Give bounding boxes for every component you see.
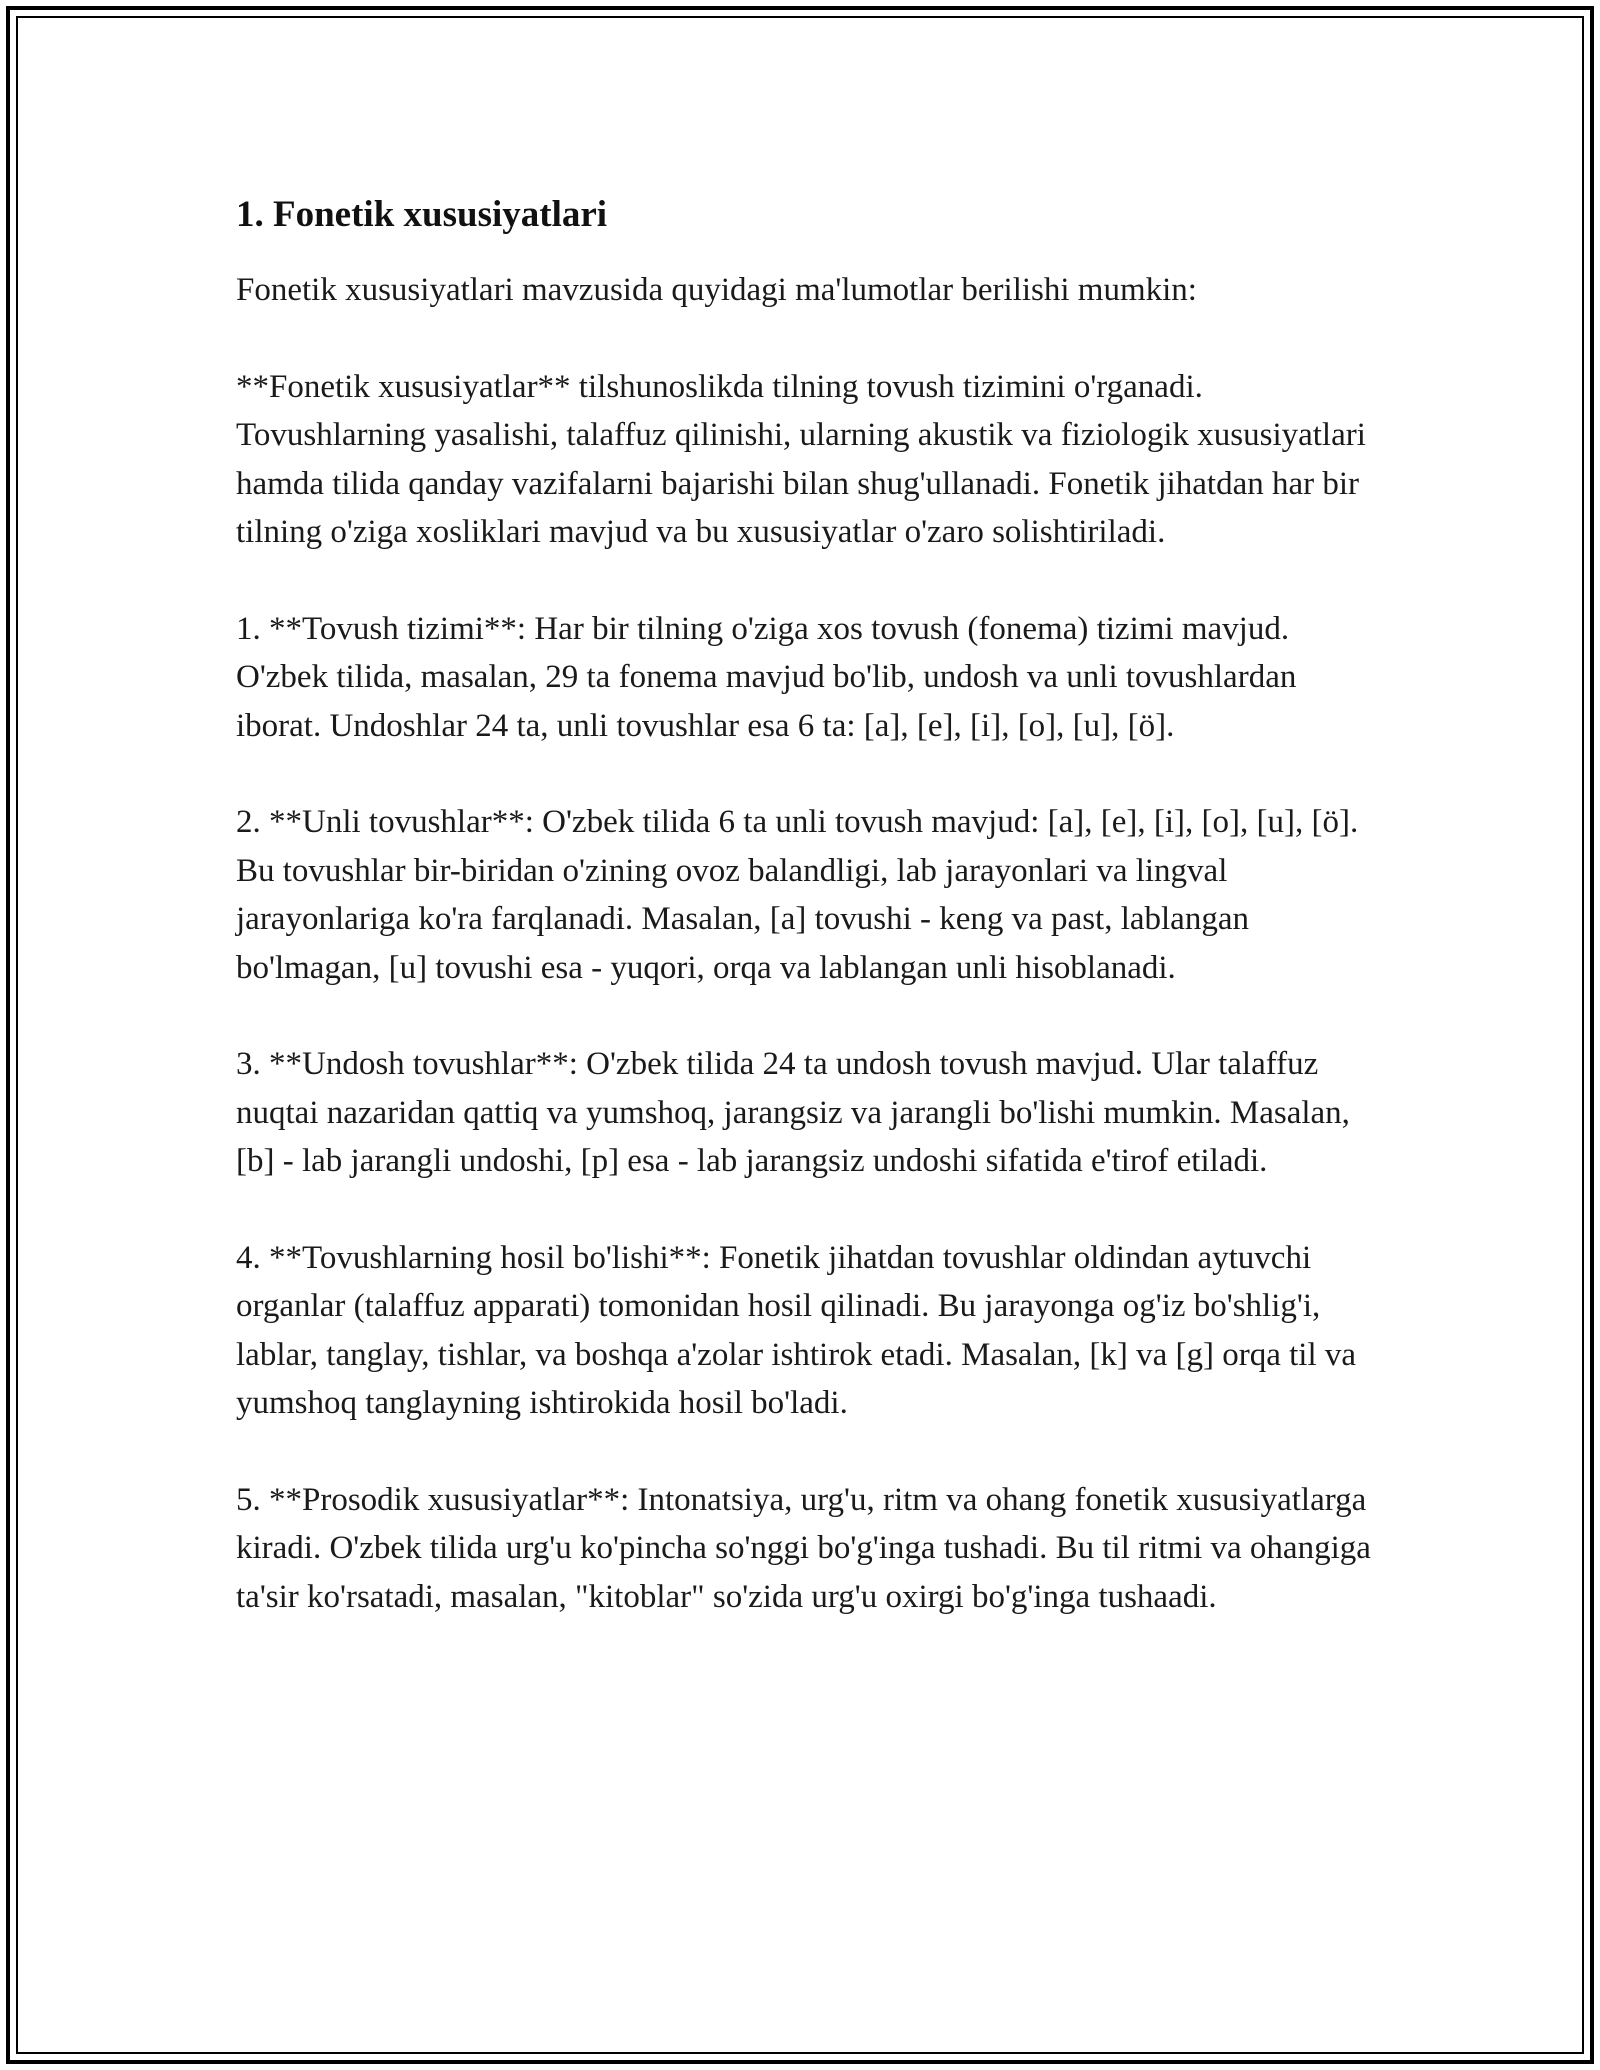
- definition-paragraph: **Fonetik xususiyatlar** tilshunoslikda tilning tovush tizimini o'rganadi. Tovushlarning yasalishi, talaffuz qilinishi, ularning akustik va fiziologik xususiyatlari hamda tilida qanday vazifalarni bajarishi bilan shug'ullanadi. Fonetik jihatdan har bir tilning o'ziga xosliklari mavjud va bu xususiyatlar o'zaro solishtiriladi.: [236, 368, 1366, 550]
- sound-system-paragraph: 1. **Tovush tizimi**: Har bir tilning o'ziga xos tovush (fonema) tizimi mavjud. O'zbek tilida, masalan, 29 ta fonema mavjud bo'lib, undosh va unli tovushlardan iborat. Undoshlar 24 ta, unli tovushlar esa 6 ta: [a], [e], [i], [o], [u], [ö].: [236, 610, 1297, 744]
- prosodic-features-paragraph: 5. **Prosodik xususiyatlar**: Intonatsiya, urg'u, ritm va ohang fonetik xususiyatlarga kiradi. O'zbek tilida urg'u ko'pincha so'nggi bo'g'inga tushadi. Bu til ritmi va ohangiga ta'sir ko'rsatadi, masalan, "kitoblar" so'zida urg'u oxirgi bo'g'inga tushaadi.: [236, 1481, 1371, 1615]
- vowels-paragraph: 2. **Unli tovushlar**: O'zbek tilida 6 ta unli tovush mavjud: [a], [e], [i], [o], [u], [ö]. Bu tovushlar bir-biridan o'zining ovoz balandligi, lab jarayonlari va lingval jarayonlariga ko'ra farqlanadi. Masalan, [a] tovushi - keng va past, lablangan bo'lmagan, [u] tovushi esa - yuqori, orqa va lablangan unli hisoblanadi.: [236, 804, 1359, 986]
- sound-formation-paragraph: 4. **Tovushlarning hosil bo'lishi**: Fonetik jihatdan tovushlar oldindan aytuvchi organlar (talaffuz apparati) tomonidan hosil qilinadi. Bu jarayonga og'iz bo'shlig'i, lablar, tanglay, tishlar, va boshqa a'zolar ishtirok etadi. Masalan, [k] va [g] orqa til va yumshoq tanglayning ishtirokida hosil bo'ladi.: [236, 1239, 1357, 1421]
- section-heading: 1. Fonetik xususiyatlari: [236, 194, 608, 235]
- consonants-paragraph: 3. **Undosh tovushlar**: O'zbek tilida 24 ta undosh tovush mavjud. Ular talaffuz nuqtai nazaridan qattiq va yumshoq, jarangsiz va jarangli bo'lishi mumkin. Masalan, [b] - lab jarangli undoshi, [p] esa - lab jarangsiz undoshi sifatida e'tirof etiladi.: [236, 1046, 1350, 1179]
- document-body: [236, 190, 1376, 1669]
- intro-paragraph: Fonetik xususiyatlari mavzusida quyidagi ma'lumotlar berilishi mumkin:: [236, 272, 1197, 308]
